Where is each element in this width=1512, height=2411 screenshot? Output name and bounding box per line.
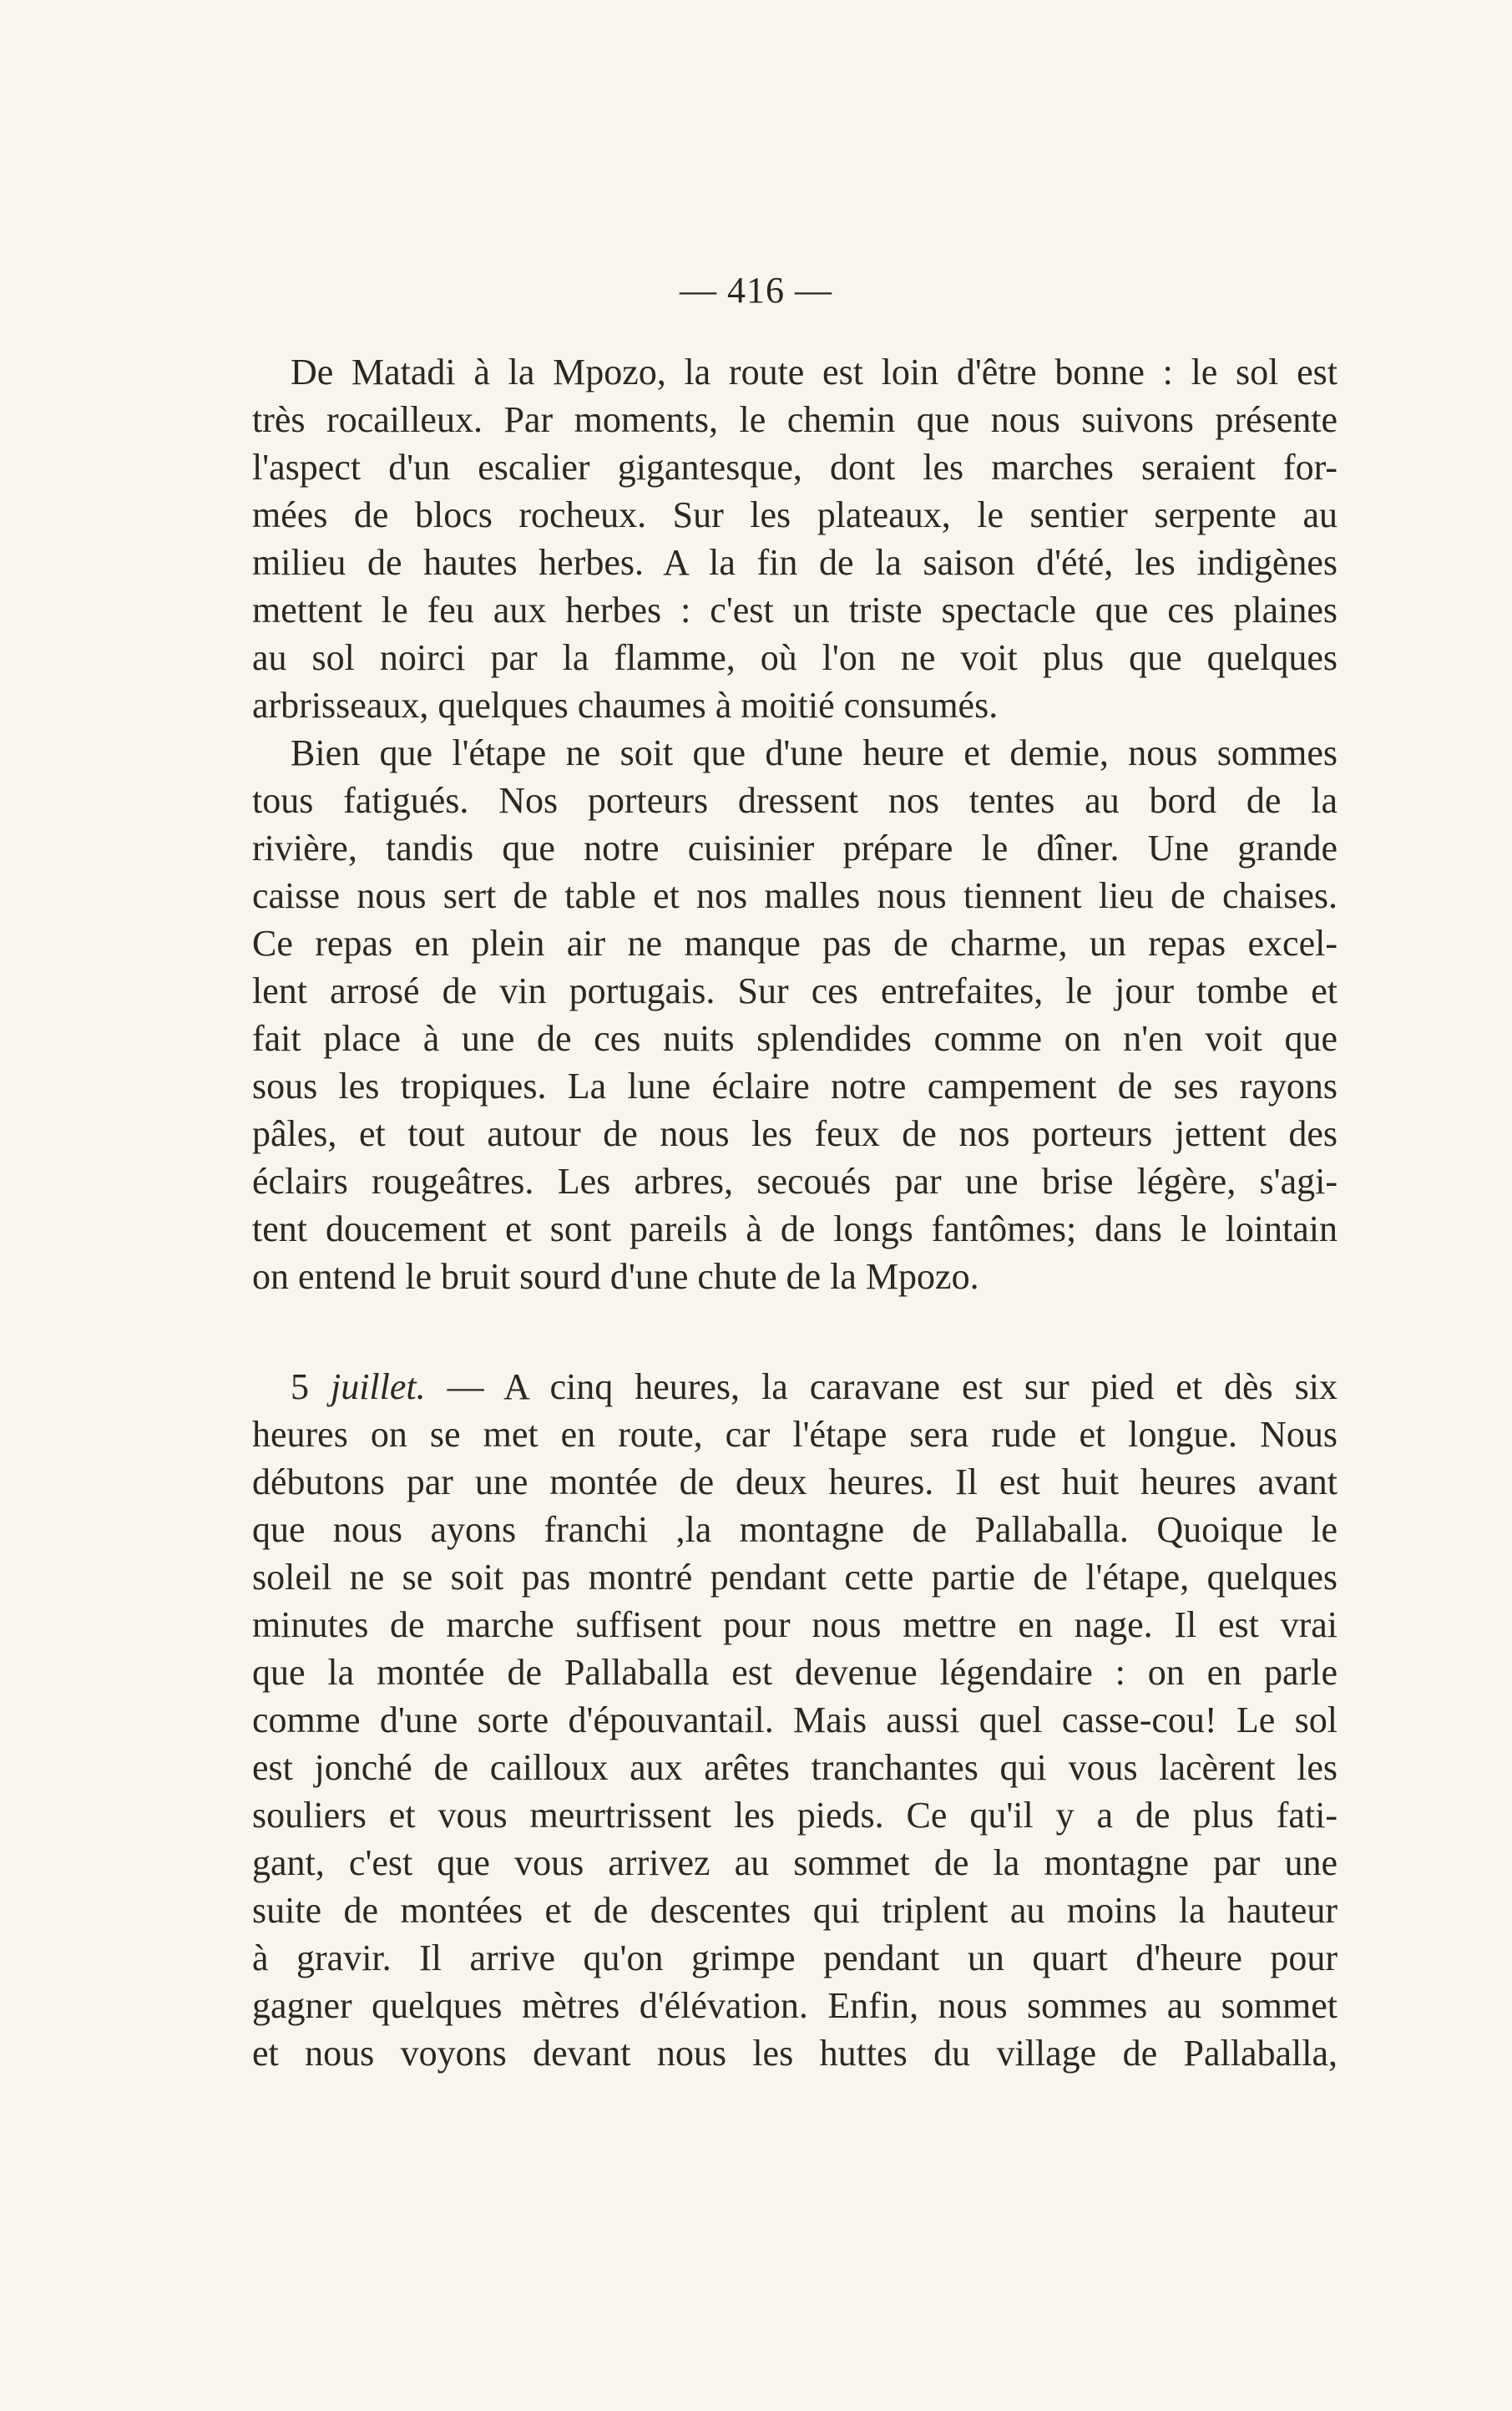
dated-entry-first-line (252, 1363, 1338, 1411)
date-word: juillet. (330, 1366, 426, 1407)
date-number: 5 (291, 1366, 309, 1407)
text-line: on entend le bruit sourd d'une chute de la Mpozo. (252, 1256, 979, 1297)
text-line: comme d'une sorte d'épouvantail. Mais aussi quel casse-cou! Le sol (252, 1699, 1338, 1740)
text-line: au sol noirci par la flamme, où l'on ne voit plus que quelques (252, 637, 1338, 678)
text-line: arbrisseaux, quelques chaumes à moitié consumés. (252, 685, 999, 726)
text-line: et nous voyons devant nous les huttes du village de Pallaballa, (252, 2033, 1338, 2074)
text-line: que nous ayons franchi ,la montagne de Pallaballa. Quoique le (252, 1509, 1338, 1550)
text-line: débutons par une montée de deux heures. Il est huit heures avant (252, 1461, 1338, 1502)
text-line: souliers et vous meurtrissent les pieds. Ce qu'il y a de plus fati- (252, 1795, 1338, 1836)
text-line: soleil ne se soit pas montré pendant cette partie de l'étape, quelques (252, 1557, 1338, 1598)
text-line: minutes de marche suffisent pour nous mettre en nage. Il est vrai (252, 1604, 1338, 1645)
text-line: milieu de hautes herbes. A la fin de la saison d'été, les indigènes (252, 542, 1338, 583)
text-line: tent doucement et sont pareils à de longs fantômes; dans le lointain (252, 1208, 1338, 1249)
text-line: Ce repas en plein air ne manque pas de charme, un repas excel- (252, 923, 1338, 964)
text-line: gant, c'est que vous arrivez au sommet de la montagne par une (252, 1842, 1338, 1883)
text-block-lower (252, 1363, 1338, 2077)
text-line: rivière, tandis que notre cuisinier prépare le dîner. Une grande (252, 828, 1338, 869)
text-line: fait place à une de ces nuits splendides comme on n'en voit que (252, 1018, 1338, 1059)
text-line: à gravir. Il arrive qu'on grimpe pendant un quart d'heure pour (252, 1937, 1338, 1978)
text-line: mées de blocs rocheux. Sur les plateaux, le sentier serpente au (252, 494, 1338, 535)
text-line: est jonché de cailloux aux arêtes tranchantes qui vous lacèrent les (252, 1747, 1338, 1788)
text-block-upper (252, 348, 1338, 1300)
text-line: suite de montées et de descentes qui triplent au moins la hauteur (252, 1890, 1338, 1931)
dated-entry-text: — A cinq heures, la caravane est sur pied et dès six (425, 1366, 1338, 1407)
text-line: heures on se met en route, car l'étape sera rude et longue. Nous (252, 1414, 1338, 1455)
text-line: que la montée de Pallaballa est devenue légendaire : on en parle (252, 1652, 1338, 1693)
text-line: Bien que l'étape ne soit que d'une heure et demie, nous sommes (291, 732, 1338, 773)
text-line: très rocailleux. Par moments, le chemin que nous suivons présente (252, 399, 1338, 440)
text-line: sous les tropiques. La lune éclaire notre campement de ses rayons (252, 1066, 1338, 1107)
text-line: l'aspect d'un escalier gigantesque, dont les marches seraient for- (252, 447, 1338, 488)
text-line: gagner quelques mètres d'élévation. Enfin, nous sommes au sommet (252, 1985, 1338, 2026)
text-line: lent arrosé de vin portugais. Sur ces entrefaites, le jour tombe et (252, 970, 1338, 1011)
text-line: caisse nous sert de table et nos malles nous tiennent lieu de chaises. (252, 875, 1338, 916)
text-line: pâles, et tout autour de nous les feux de nos porteurs jettent des (252, 1113, 1338, 1154)
page-number: — 416 — (680, 270, 832, 311)
text-line: De Matadi à la Mpozo, la route est loin d'être bonne : le sol est (291, 352, 1338, 393)
text-line: tous fatigués. Nos porteurs dressent nos tentes au bord de la (252, 780, 1338, 821)
text-line: mettent le feu aux herbes : c'est un triste spectacle que ces plaines (252, 590, 1338, 631)
text-line: éclairs rougeâtres. Les arbres, secoués par une brise légère, s'agi- (252, 1161, 1338, 1202)
